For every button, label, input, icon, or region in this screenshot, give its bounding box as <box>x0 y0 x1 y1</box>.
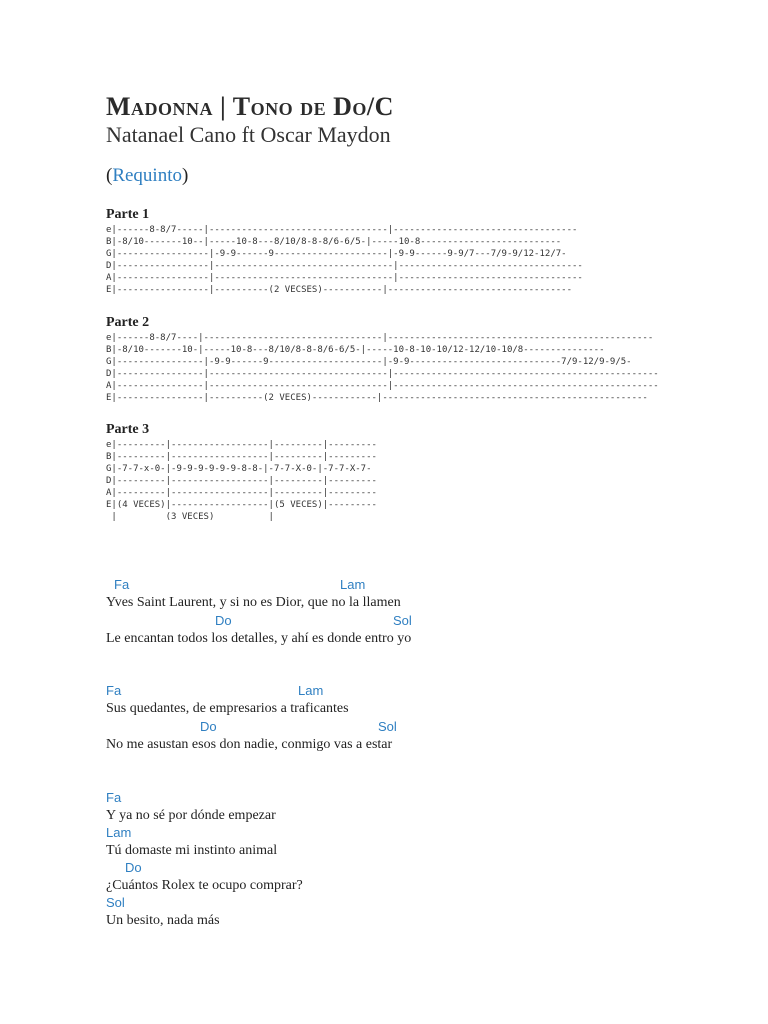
section-heading <box>106 165 188 187</box>
chord: Fa <box>106 790 122 805</box>
chord: Do <box>200 719 217 734</box>
tab-part-2-label: Parte 2 <box>106 315 150 330</box>
section-close-paren: ) <box>182 165 189 186</box>
lyric-line: Le encantan todos los detalles, y ahí es donde entro yo <box>106 631 412 646</box>
chord: Lam <box>298 683 324 698</box>
section-name: Requinto <box>112 165 182 186</box>
lyric-line: ¿Cuántos Rolex te ocupo comprar? <box>106 878 303 893</box>
chord: Do <box>215 613 232 628</box>
tab-part-3: e|---------|------------------|---------|--------- B|---------|------------------|---------|--------- G|-7-7-x-0-|-9-9-9-9-9-9-8-8-|-7-7-X-0-|-7-7-X-7- D|---------|------------------|---------|--------- A|---------|------------------|---------|--------- E|(4 VECES)|------------------|(5 VECES)|--------- | (3 VECES) | <box>106 440 377 522</box>
tab-part-1: e|------8-8/7-----|---------------------------------|---------------------------------- B|-8/10-------10--|-----10-8---8/10/8-8-8/6-6/5-|-----10-8-------------------------- G|-----------------|-9-9------9---------------------|-9-9------9-9/7---7/9-9/12-12/7- D|-----------------|---------------------------------|---------------------------------- A|-----------------|---------------------------------|---------------------------------- E|-----------------|----------(2 VECSES)-----------|---------------------------------- <box>106 225 583 295</box>
chord: Sol <box>378 719 397 734</box>
tab-part-1-label: Parte 1 <box>106 207 150 222</box>
chord: Lam <box>340 577 366 592</box>
tab-part-3-label: Parte 3 <box>106 422 150 437</box>
tab-part-2: e|------8-8/7----|---------------------------------|------------------------------------------------- B|-8/10-------10-|-----10-8---8/10/8-8-8/6-6/5-|-----10-8-10-10/12-12/10-10/8--------------- G|----------------|-9-9------9---------------------|-9-9----------------------------7/9-12/9-9/5- D|----------------|---------------------------------|------------------------------------------------- A|----------------|---------------------------------|------------------------------------------------- E|----------------|----------(2 VECES)------------|------------------------------------------------- <box>106 333 659 403</box>
chord: Fa <box>106 683 122 698</box>
chord: Sol <box>106 895 125 910</box>
chord: Lam <box>106 825 132 840</box>
lyric-line: Tú domaste mi instinto animal <box>106 843 278 858</box>
chord: Sol <box>393 613 412 628</box>
lyric-line: Un besito, nada más <box>106 913 220 928</box>
lyric-line: Y ya no sé por dónde empezar <box>106 808 276 823</box>
lyric-line: Yves Saint Laurent, y si no es Dior, que no la llamen <box>106 595 401 610</box>
lyric-line: No me asustan esos don nadie, conmigo vas a estar <box>106 737 393 752</box>
section-open-paren: ( <box>106 165 113 186</box>
chord: Do <box>125 860 142 875</box>
song-artists: Natanael Cano ft Oscar Maydon <box>106 122 391 147</box>
chord: Fa <box>114 577 130 592</box>
lyric-line: Sus quedantes, de empresarios a traficantes <box>106 701 349 716</box>
song-title: Madonna | Tono de Do/C <box>106 92 394 121</box>
